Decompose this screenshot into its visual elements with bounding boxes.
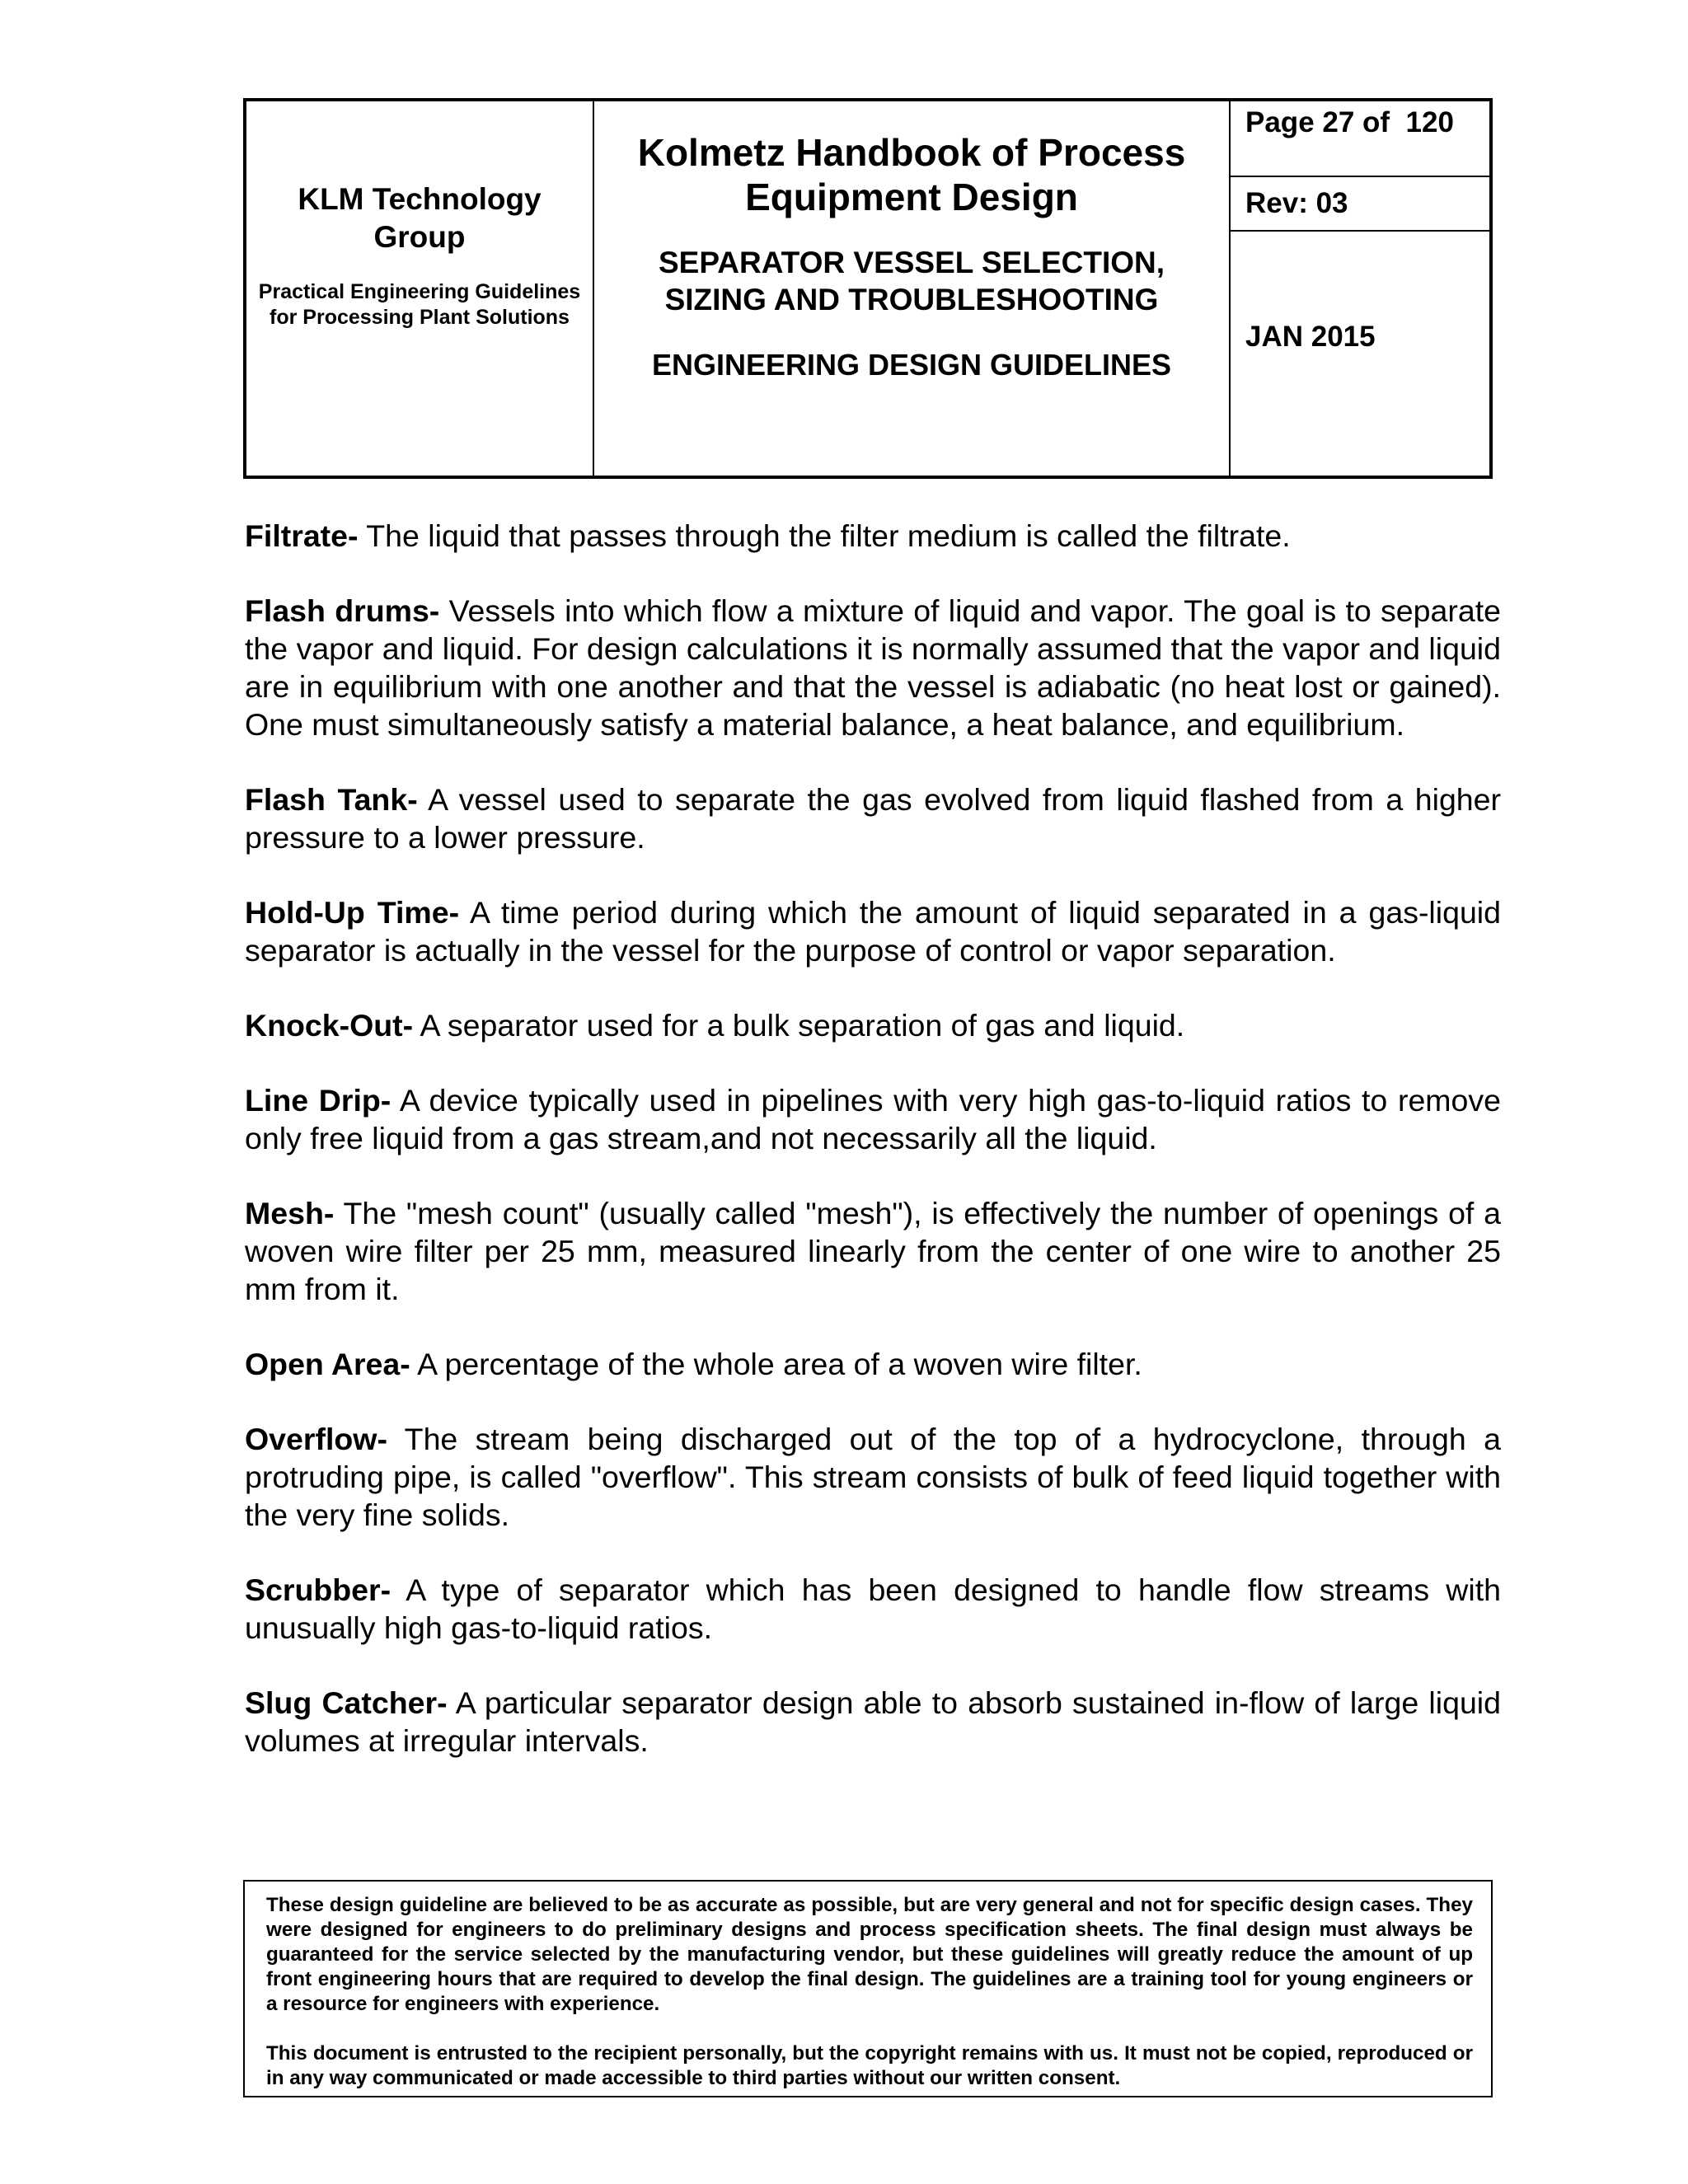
definition-item [245, 1684, 1501, 1760]
definitions-list [245, 517, 1501, 1797]
header-title-cell [594, 101, 1231, 476]
company-name: KLM Technology Group [298, 182, 542, 254]
definition-item [245, 1006, 1501, 1044]
definition-term: Knock-Out- [245, 1008, 414, 1043]
definition-text: The "mesh count" (usually called "mesh"), is effectively the number of openings of a woven wire filter per 25 mm, measured linearly from the center of one wire to another 25 mm from it. [245, 1196, 1501, 1306]
handbook-title: Kolmetz Handbook of Process Equipment Design [637, 131, 1186, 218]
definition-term: Slug Catcher- [245, 1685, 448, 1720]
definition-text: A percentage of the whole area of a woven wire filter. [410, 1347, 1142, 1381]
definition-item [245, 517, 1501, 555]
document-subject: SEPARATOR VESSEL SELECTION, SIZING AND TROUBLESHOOTING [658, 246, 1165, 316]
definition-term: Open Area- [245, 1347, 410, 1381]
definition-term: Flash drums- [245, 593, 440, 628]
definition-item [245, 893, 1501, 969]
definition-text: The stream being discharged out of the top of a hydrocyclone, through a protruding pipe, is called "overflow". This stream consists of bulk of feed liquid together with the very fine solids. [245, 1422, 1501, 1532]
definition-item [245, 1420, 1501, 1534]
definition-text: A type of separator which has been designed to handle flow streams with unusually high gas-to-liquid ratios. [245, 1572, 1501, 1645]
definition-item [245, 1345, 1501, 1383]
disclaimer-box [243, 1880, 1493, 2097]
disclaimer-paragraph: These design guideline are believed to be as accurate as possible, but are very general and not for specific design cases. They were designed for engineers to do preliminary designs and process specification sheets. The final design must always be guaranteed for the service selected by the manufacturing vendor, but these guidelines will greatly reduce the amount of up front engineering hours that are required to develop the final design. The guidelines are a training tool for young engineers or a resource for engineers with experience. [266, 1894, 1473, 2015]
document-date: JAN 2015 [1245, 321, 1376, 353]
definition-term: Scrubber- [245, 1572, 392, 1607]
header-info-cell [1231, 101, 1489, 476]
header-company-cell [246, 101, 594, 476]
revision: Rev: 03 [1231, 177, 1489, 232]
copyright-notice: This document is entrusted to the recipient personally, but the copyright remains with us. It must not be copied, reproduced or in any way communicated or made accessible to third parties without our written consent. [266, 2042, 1473, 2089]
definition-term: Filtrate- [245, 518, 359, 553]
definition-item [245, 592, 1501, 743]
definition-item [245, 1081, 1501, 1157]
definition-term: Flash Tank- [245, 782, 418, 817]
definition-term: Mesh- [245, 1196, 335, 1230]
definition-item [245, 1194, 1501, 1308]
definition-text: A separator used for a bulk separation of gas and liquid. [413, 1008, 1185, 1043]
definition-term: Line Drip- [245, 1083, 392, 1118]
definition-text: A device typically used in pipelines with very high gas-to-liquid ratios to remove only free liquid from a gas stream,and not necessarily all the liquid. [245, 1083, 1501, 1155]
definition-text: A vessel used to separate the gas evolved from liquid flashed from a higher pressure to a lower pressure. [245, 782, 1501, 855]
definition-text: A time period during which the amount of liquid separated in a gas-liquid separator is actually in the vessel for the purpose of control or vapor separation. [245, 895, 1501, 968]
definition-term: Hold-Up Time- [245, 895, 460, 930]
page-number: Page 27 of 120 [1231, 101, 1489, 177]
definition-text: The liquid that passes through the filter medium is called the filtrate. [358, 518, 1291, 553]
document-header [243, 98, 1493, 479]
definition-text: A particular separator design able to absorb sustained in-flow of large liquid volumes at irregular intervals. [245, 1685, 1501, 1758]
definition-text: Vessels into which flow a mixture of liquid and vapor. The goal is to separate the vapor and liquid. For design calculations it is normally assumed that the vapor and liquid are in equilibrium with one another and that the vessel is adiabatic (no heat lost or gained). One must simultaneously satisfy a material balance, a heat balance, and equilibrium. [245, 593, 1501, 742]
document-type: ENGINEERING DESIGN GUIDELINES [651, 348, 1172, 382]
definition-item [245, 780, 1501, 856]
company-tagline: Practical Engineering Guidelines for Processing Plant Solutions [258, 280, 581, 329]
definition-term: Overflow- [245, 1422, 387, 1456]
definition-item [245, 1571, 1501, 1647]
